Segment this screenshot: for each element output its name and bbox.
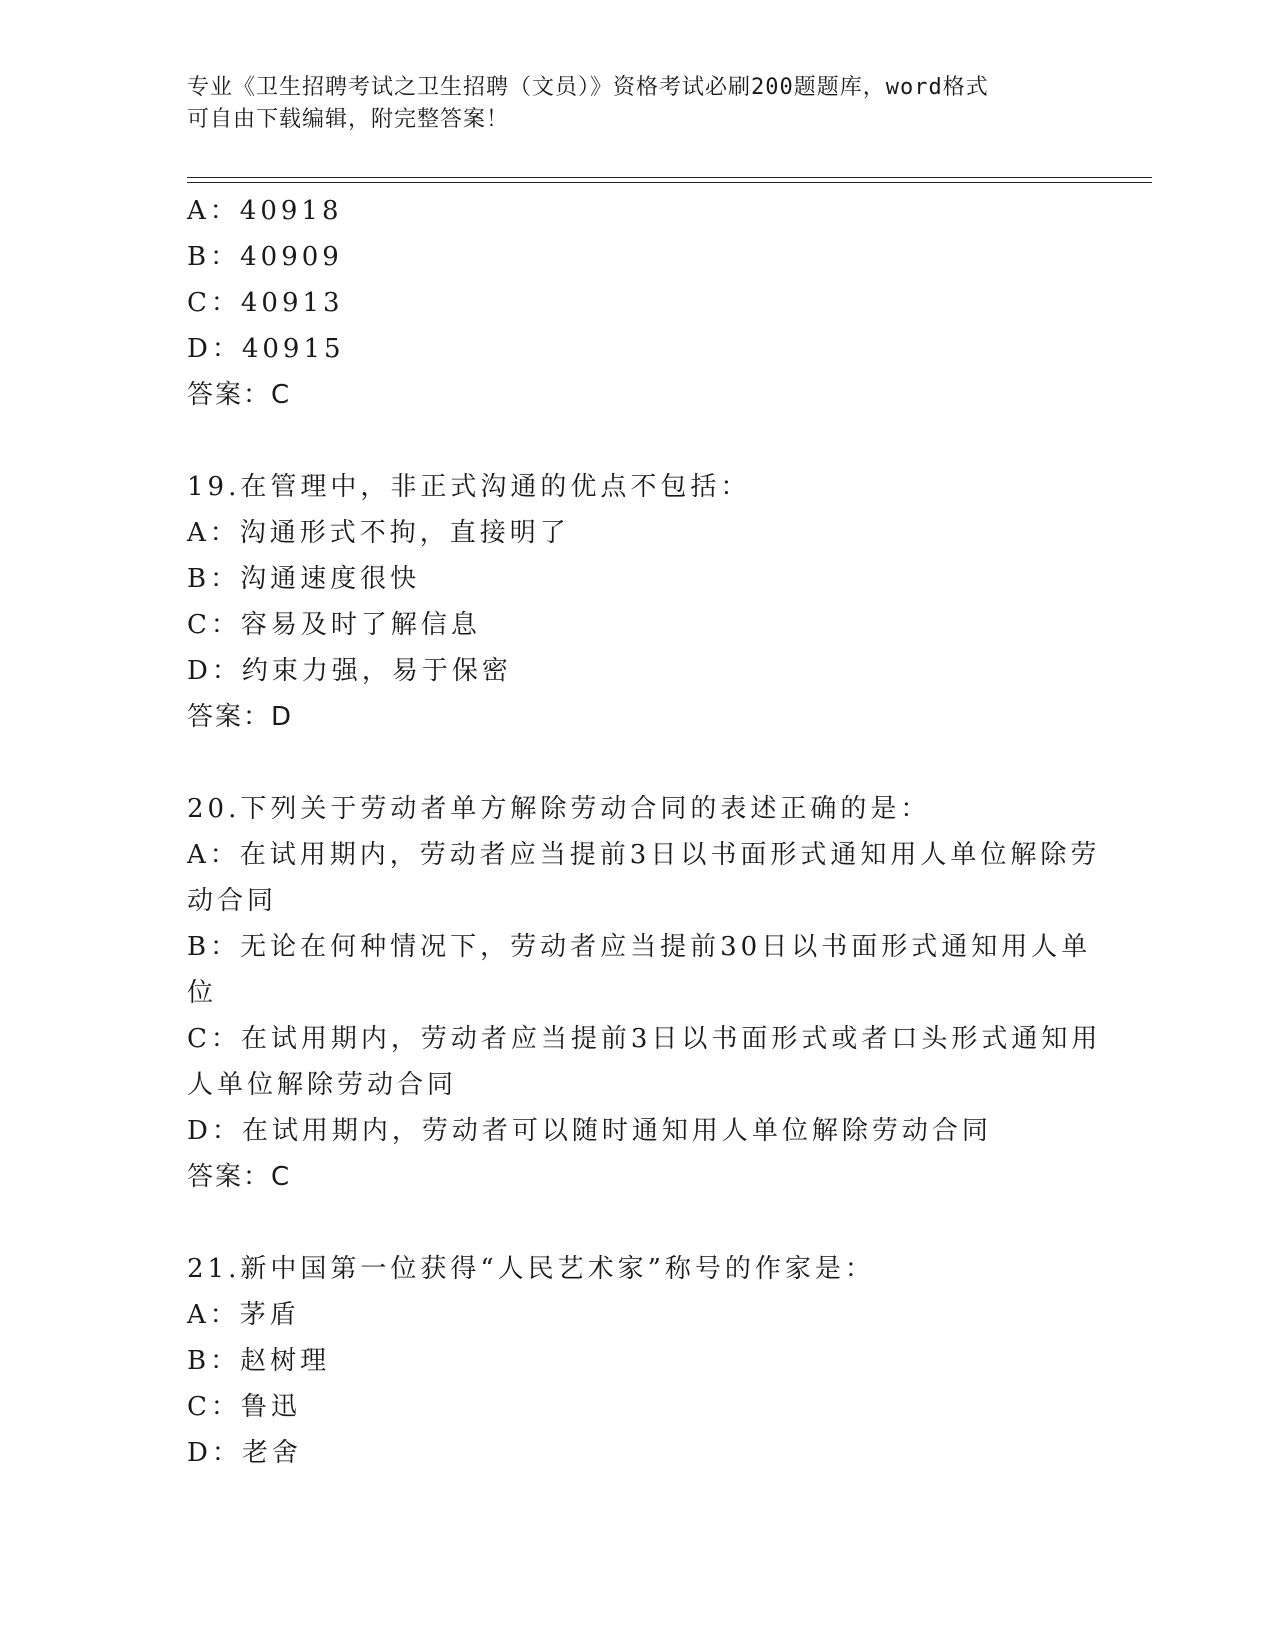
spacer	[187, 1200, 1087, 1246]
question-19	[187, 464, 1087, 740]
option-d: D：约束力强，易于保密	[187, 656, 512, 686]
header-line-1: 专业《卫生招聘考试之卫生招聘（文员）》资格考试必刷200题题库，word格式	[187, 75, 989, 100]
option-c-line-1: C：在试用期内，劳动者应当提前3日以书面形式或者口头形式通知用	[187, 1024, 1102, 1054]
option-d: D：40915	[187, 334, 345, 364]
option-b: B：沟通速度很快	[187, 564, 421, 594]
option-b-line-2: 位	[187, 978, 218, 1008]
question-text: 19.在管理中，非正式沟通的优点不包括：	[187, 472, 751, 502]
option-b: B：赵树理	[187, 1346, 331, 1376]
spacer	[187, 418, 1087, 464]
option-a: A：40918	[187, 196, 343, 226]
answer: 答案：C	[187, 1162, 292, 1192]
question-list	[187, 188, 1102, 1476]
option-c: C：鲁迅	[187, 1392, 301, 1422]
option-a: A：沟通形式不拘，直接明了	[187, 518, 570, 548]
question-20	[187, 786, 1102, 1200]
header-divider-top	[187, 177, 1152, 178]
option-d: D：老舍	[187, 1438, 302, 1468]
document-header	[187, 72, 1067, 136]
option-a: A：茅盾	[187, 1300, 300, 1330]
option-c: C：40913	[187, 288, 344, 318]
option-b-line-1: B：无论在何种情况下，劳动者应当提前30日以书面形式通知用人单	[187, 932, 1092, 962]
option-c-line-2: 人单位解除劳动合同	[187, 1070, 458, 1100]
answer: 答案：C	[187, 380, 292, 410]
option-d: D：在试用期内，劳动者可以随时通知用人单位解除劳动合同	[187, 1116, 992, 1146]
question-text: 21.新中国第一位获得“人民艺术家”称号的作家是：	[187, 1254, 875, 1284]
answer: 答案：D	[187, 702, 294, 732]
question-text: 20.下列关于劳动者单方解除劳动合同的表述正确的是：	[187, 794, 931, 824]
option-b: B：40909	[187, 242, 343, 272]
question-21	[187, 1246, 1087, 1476]
option-a-line-1: A：在试用期内，劳动者应当提前3日以书面形式通知用人单位解除劳	[187, 840, 1101, 870]
question-18	[187, 188, 1087, 418]
option-c: C：容易及时了解信息	[187, 610, 481, 640]
spacer	[187, 740, 1087, 786]
option-a-line-2: 动合同	[187, 886, 278, 916]
header-divider-bottom	[187, 182, 1152, 183]
header-line-2: 可自由下载编辑，附完整答案！	[187, 107, 510, 132]
